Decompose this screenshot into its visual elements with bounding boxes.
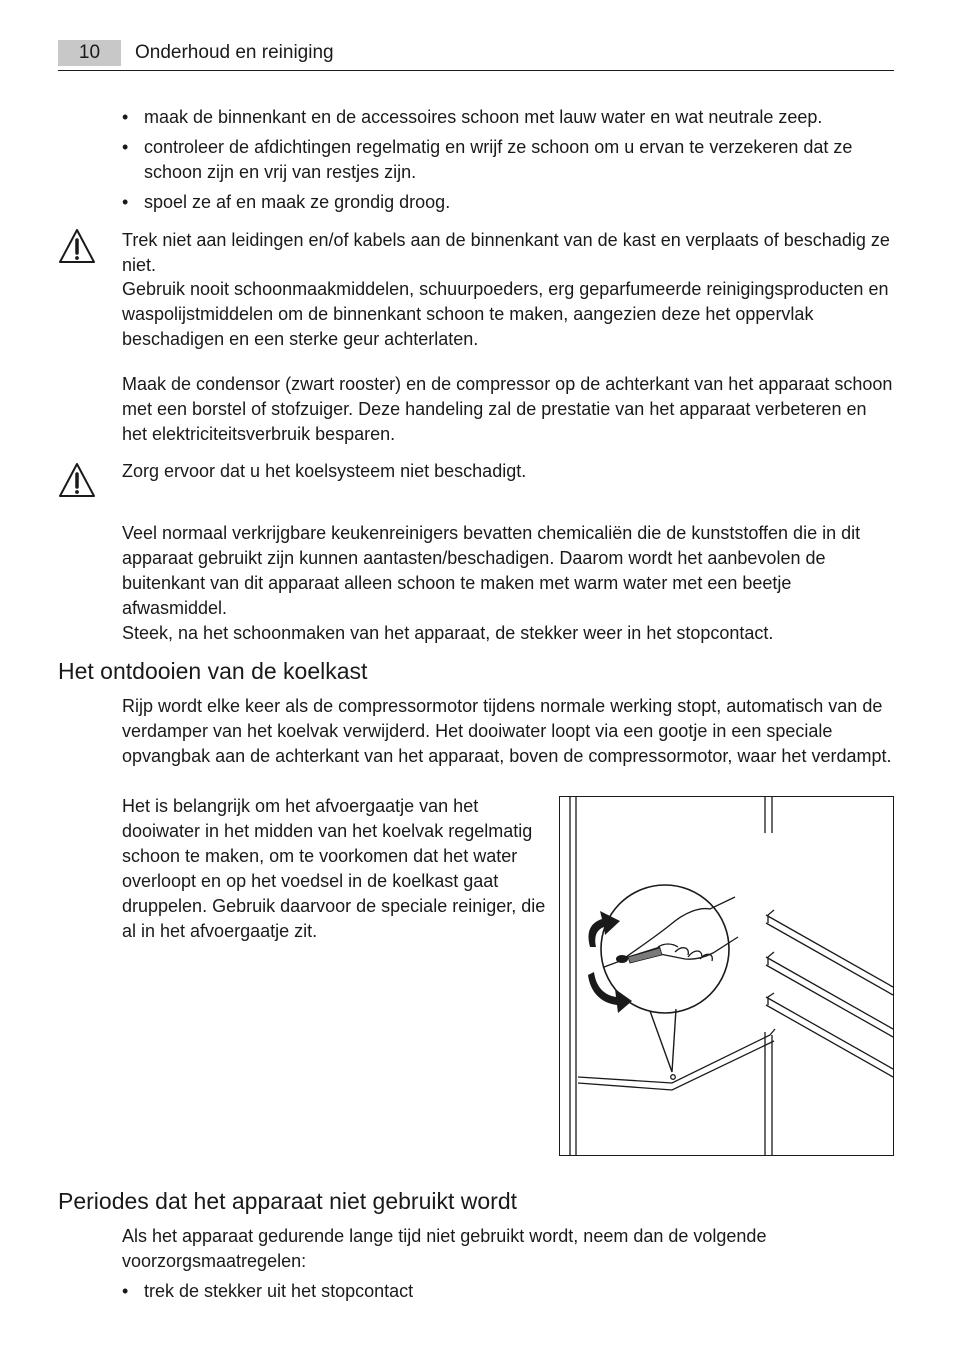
condensor-paragraph: Maak de condensor (zwart rooster) en de compressor op de achterkant van het apparaat schoon met een borstel of stofzuiger. Deze handeling zal de prestatie van het apparaat verbeteren en het elektriciteitsverbruik besparen. — [122, 374, 893, 444]
section-heading: Periodes dat het apparaat niet gebruikt wordt — [58, 1188, 518, 1214]
plug-paragraph: Steek, na het schoonmaken van het apparaat, de stekker weer in het stopcontact. — [122, 623, 774, 643]
bullet-dot-icon: • — [122, 192, 129, 212]
bullet-dot-icon: • — [122, 107, 129, 127]
unused-paragraph: Als het apparaat gedurende lange tijd niet gebruikt wordt, neem dan de volgende voorzorgsmaatregelen: — [122, 1226, 767, 1271]
bullet-dot-icon: • — [122, 137, 129, 157]
fridge-interior-drawing — [560, 797, 893, 1155]
list-item — [122, 135, 894, 185]
list-item — [122, 105, 894, 130]
warning-triangle-icon — [58, 462, 96, 498]
page-number: 10 — [58, 40, 121, 66]
defrost-drain-illustration — [559, 796, 894, 1156]
list-item-text: spoel ze af en maak ze grondig droog. — [144, 192, 451, 212]
header-section-title: Onderhoud en reiniging — [135, 42, 334, 63]
list-item — [122, 190, 894, 215]
bullet-dot-icon: • — [122, 1281, 129, 1301]
warning-triangle-icon — [58, 228, 96, 264]
defrost-paragraph: Het is belangrijk om het afvoergaatje van het dooiwater in het midden van het koelvak regelmatig schoon te maken, om te voorkomen dat het water overloopt en op het voedsel in de koelkast gaat druppelen. Gebruik daarvoor de speciale reiniger, die al in het afvoergaatje zit. — [122, 796, 546, 941]
list-item — [122, 1279, 894, 1304]
warning-text: Zorg ervoor dat u het koelsysteem niet beschadigt. — [122, 461, 527, 481]
list-item-text: maak de binnenkant en de accessoires schoon met lauw water en wat neutrale zeep. — [144, 107, 823, 127]
list-item-text: trek de stekker uit het stopcontact — [144, 1281, 414, 1301]
defrost-paragraph: Rijp wordt elke keer als de compressormotor tijdens normale werking stopt, automatisch van de verdamper van het koelvak verwijderd. Het dooiwater loopt via een gootje in een speciale opvangbak aan de achterkant van het apparaat, boven de compressormotor, waar het verdampt. — [122, 696, 892, 766]
cleaners-paragraph: Veel normaal verkrijgbare keukenreinigers bevatten chemicaliën die de kunststoffen die in dit apparaat gebruikt zijn kunnen aantasten/beschadigen. Daarom wordt het aanbevolen de buitenkant van dit apparaat alleen schoon te maken met warm water met een beetje afwasmiddel. — [122, 523, 861, 618]
header-divider — [58, 70, 894, 71]
list-item-text: controleer de afdichtingen regelmatig en wrijf ze schoon om u ervan te verzekeren dat ze schoon zijn en vrij van restjes zijn. — [144, 137, 853, 182]
warning-text: Trek niet aan leidingen en/of kabels aan de binnenkant van de kast en verplaats of beschadig ze niet. — [122, 230, 890, 275]
warning-text: Gebruik nooit schoonmaakmiddelen, schuurpoeders, erg geparfumeerde reinigingsproducten en waspolijstmiddelen om de binnenkant schoon te maken, aangezien deze het oppervlak beschadigen en een sterke geur achterlaten. — [122, 279, 889, 349]
section-heading: Het ontdooien van de koelkast — [58, 658, 368, 684]
